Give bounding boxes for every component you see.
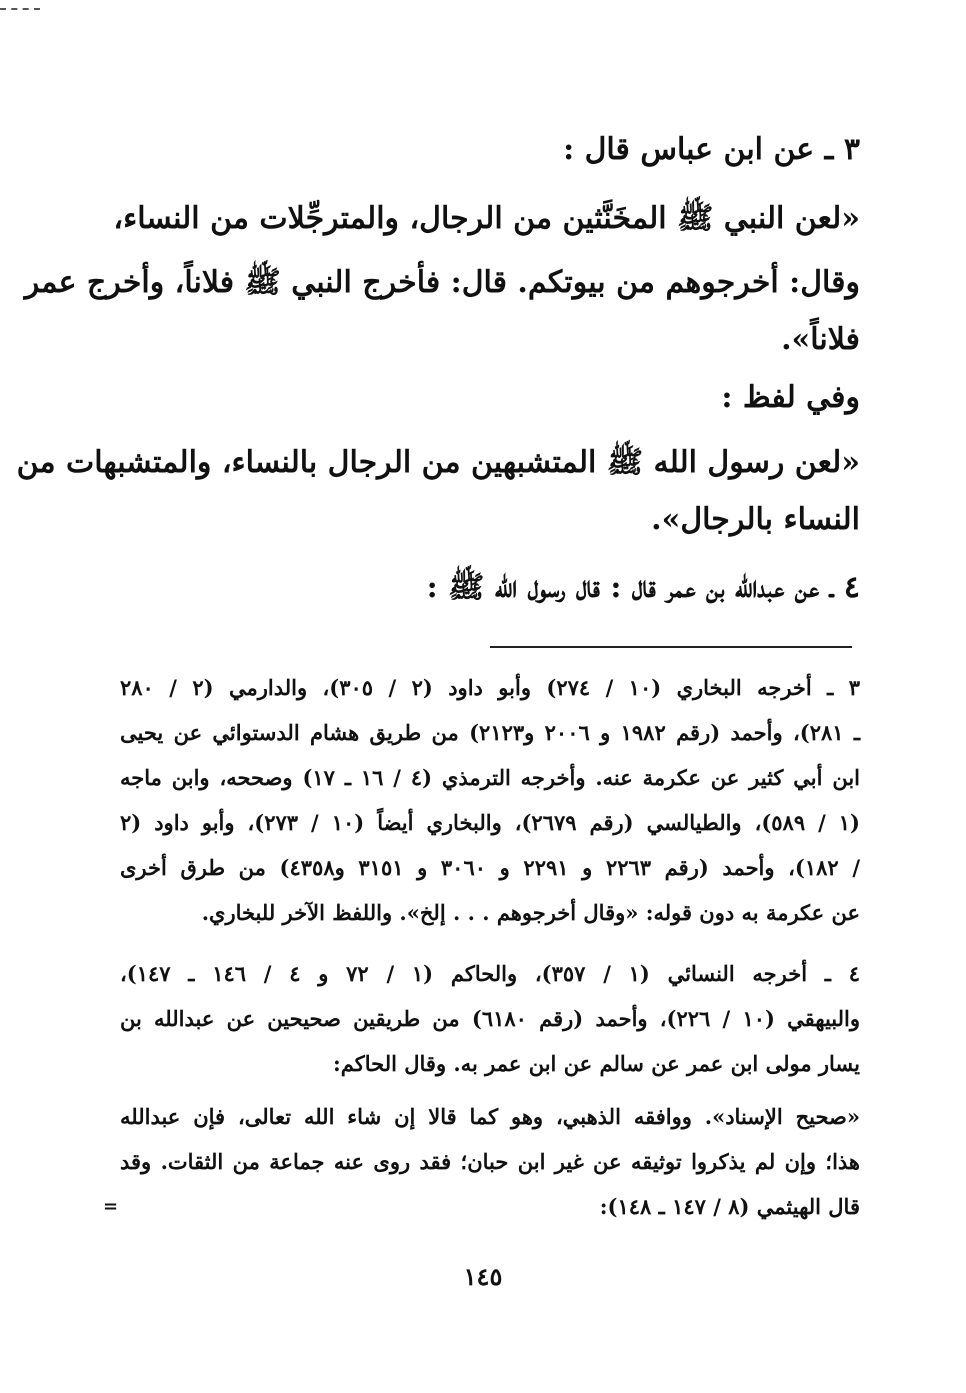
footnote-line: / ١٨٢)، وأحمد (رقم ٢٢٦٣ و ٢٢٩١ و ٣٠٦٠ و ٣١٥١ و٤٣٥٨) من طرق أخرى: [120, 855, 861, 880]
footnote-line: والبيهقي (١٠ / ٢٢٦)، وأحمد (رقم ٦١٨٠) من طريقين صحيحين عن عبدالله بن: [120, 1006, 860, 1031]
footnote-line: ابن أبي كثير عن عكرمة عنه. وأخرجه الترمذي (٤ / ١٦ ـ ١٧) وصححه، وابن ماجه: [120, 765, 860, 790]
main-line: وفي لفظ :: [721, 380, 860, 415]
footnote-line: قال الهيثمي (٨ / ١٤٧ ـ ١٤٨):: [599, 1194, 860, 1219]
main-line: «لعن النبي ﷺ المخَنَّثين من الرجال، والمترجِّلات من النساء،: [113, 201, 860, 236]
footnote-line: (١ / ٥٨٩)، والطيالسي (رقم ٢٦٧٩)، والبخاري أيضاً (١٠ / ٢٧٣)، وأبو داود (٢: [120, 810, 860, 835]
main-line: «لعن رسول الله ﷺ المتشبهين من الرجال بالنساء، والمتشبهات من: [16, 445, 860, 480]
footnote-line: «صحيح الإسناد». ووافقه الذهبي، وهو كما قالا إن شاء الله تعالى، فإن عبدالله: [120, 1104, 860, 1129]
footnote-line: ٤ ـ أخرجه النسائي (١ / ٣٥٧)، والحاكم (١ / ٧٢ و ٤ / ١٤٦ ـ ١٤٧)،: [120, 961, 860, 986]
footnote-line: ـ ٢٨١)، وأحمد (رقم ١٩٨٢ و ٢٠٠٦ و٢١٢٣) من طريق هشام الدستوائي عن يحيى: [120, 720, 861, 745]
main-line: فلاناً».: [781, 322, 860, 357]
footnote-line: هذا؛ وإن لم يذكروا توثيقه عن غير ابن حبان؛ فقد روى عنه جماعة من الثقات. وقد: [120, 1149, 861, 1174]
footnote-separator: [490, 646, 852, 648]
continuation-mark: =: [103, 1196, 119, 1217]
main-line: ٣ ـ عن ابن عباس قال :: [563, 132, 860, 167]
footnote-line: يسار مولى ابن عمر عن سالم عن ابن عمر به. وقال الحاكم:: [333, 1051, 860, 1076]
top-edge-rule: [0, 8, 40, 10]
main-line: النساء بالرجال».: [651, 502, 860, 537]
page-number: ١٤٥: [463, 1262, 503, 1291]
footnote-line: عن عكرمة به دون قوله: «وقال أخرجوهم . . . إلخ». واللفظ الآخر للبخاري.: [201, 900, 860, 925]
main-line: وقال: أخرجوهم من بيوتكم. قال: فأخرج النبي ﷺ فلاناً، وأخرج عمر: [24, 265, 860, 300]
main-line: ٤ ـ عن عبدالله بن عمر قال : قال رسول الله ﷺ :: [426, 570, 860, 605]
footnote-line: ٣ ـ أخرجه البخاري (١٠ / ٢٧٤) وأبو داود (٢ / ٣٠٥)، والدارمي (٢ / ٢٨٠: [120, 675, 861, 700]
